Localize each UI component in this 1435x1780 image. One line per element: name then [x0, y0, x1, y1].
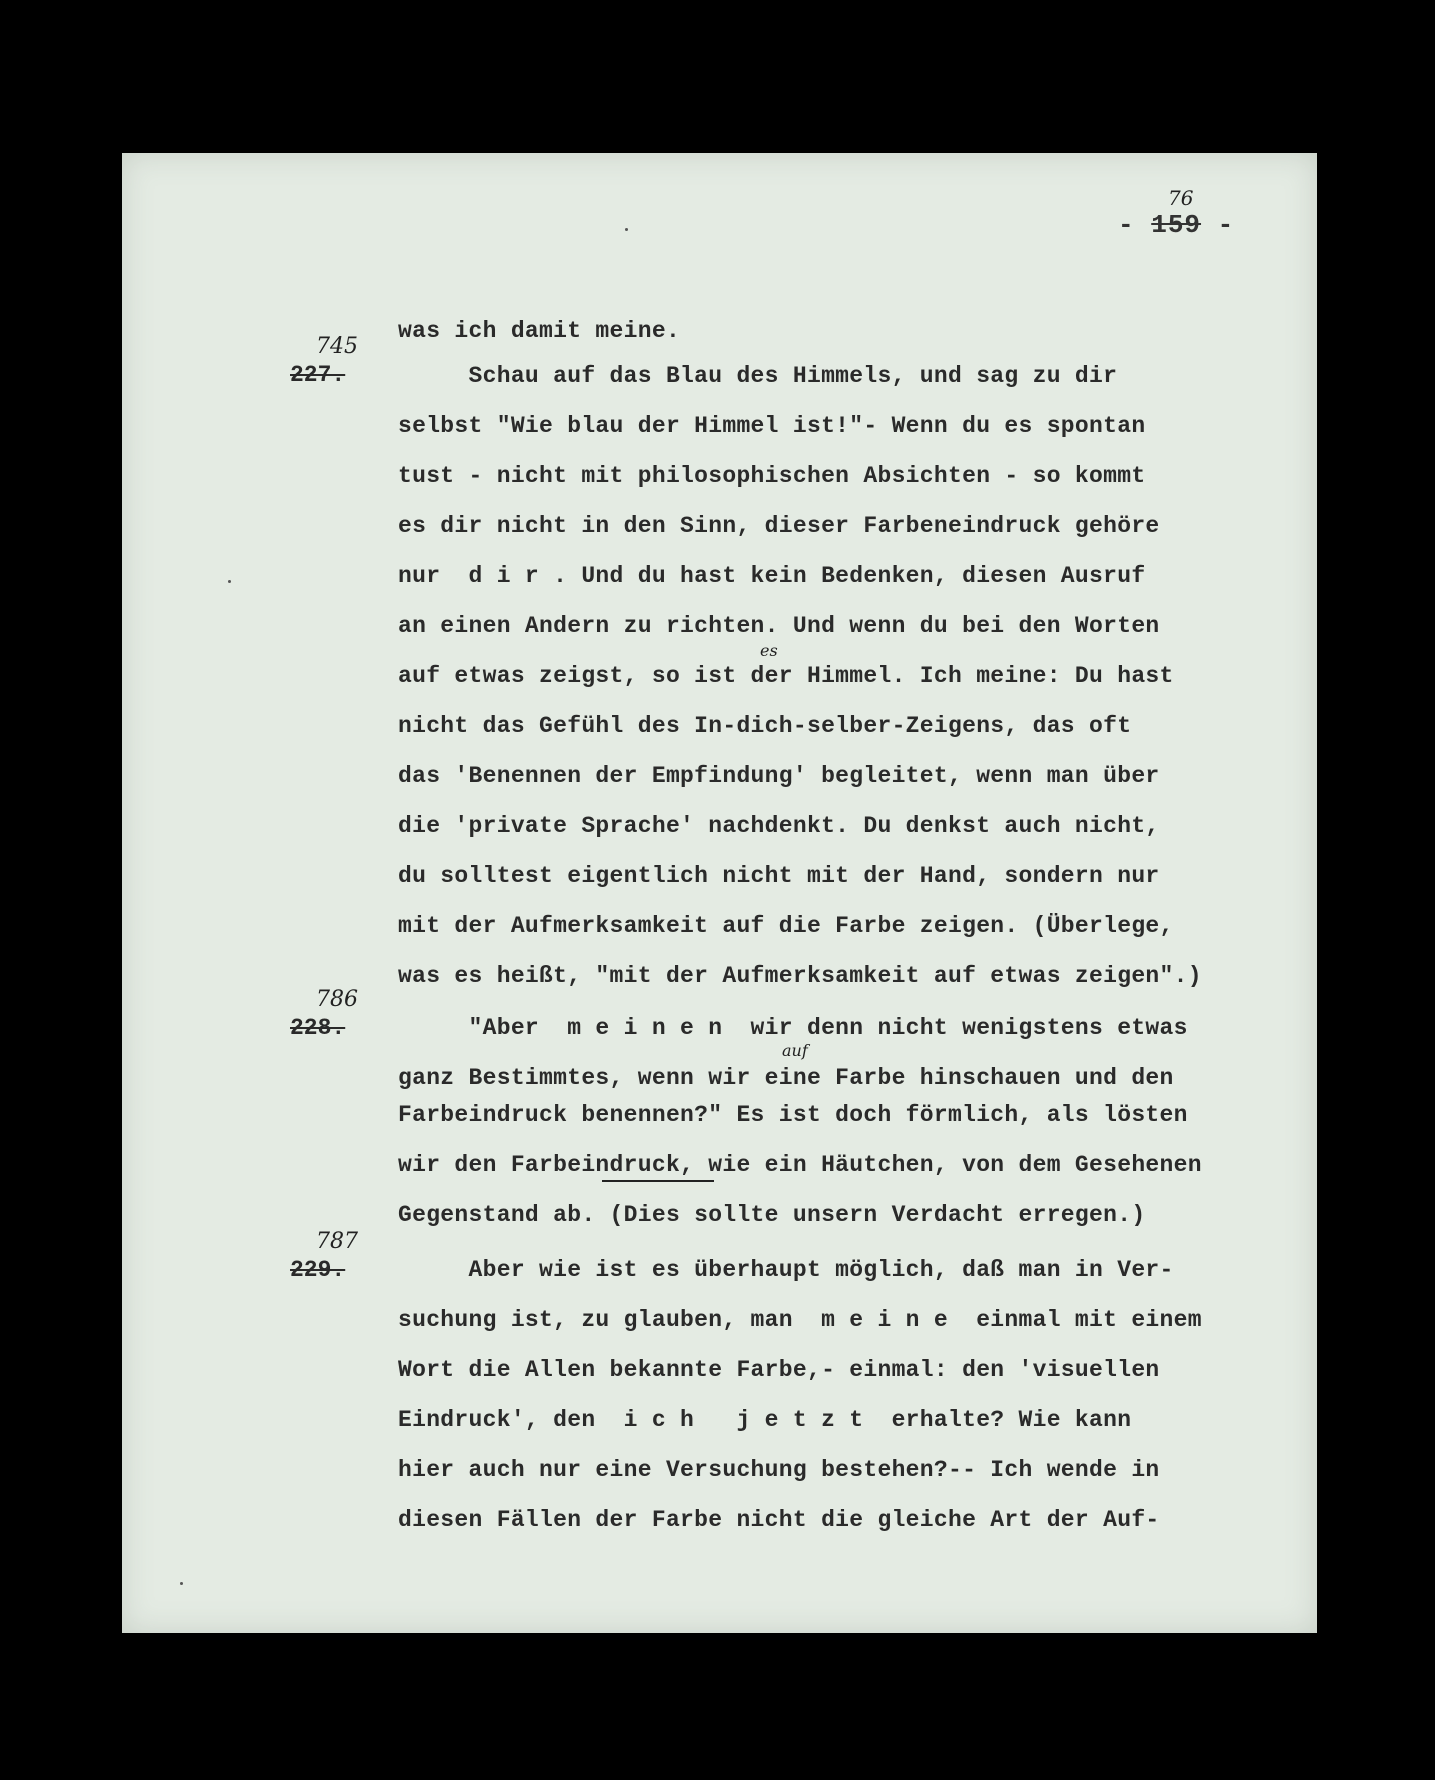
text-line: diesen Fällen der Farbe nicht die gleiche Art der Auf- [398, 1507, 1160, 1533]
old-page-number: 159 [1151, 210, 1202, 240]
text-line: suchung ist, zu glauben, man m e i n e einmal mit einem [398, 1307, 1202, 1333]
text-line: mit der Aufmerksamkeit auf die Farbe zeigen. (Überlege, [398, 913, 1174, 939]
text-line: Aber wie ist es überhaupt möglich, daß man in Ver- [398, 1257, 1174, 1283]
handwritten-insertion-es: es [760, 641, 778, 660]
text-line: du solltest eigentlich nicht mit der Hand, sondern nur [398, 863, 1160, 889]
paper-speck [625, 228, 628, 231]
text-line: Farbeindruck benennen?" Es ist doch förmlich, als lösten [398, 1102, 1188, 1128]
text-line: Gegenstand ab. (Dies sollte unsern Verdacht erregen.) [398, 1202, 1146, 1228]
paragraph-number-228: 228. [290, 1015, 346, 1041]
text-line: Schau auf das Blau des Himmels, und sag zu dir [398, 363, 1118, 389]
text-line: wir den Farbeindruck, wie ein Häutchen, von dem Gesehenen [398, 1152, 1202, 1178]
text-line: nicht das Gefühl des In-dich-selber-Zeigens, das oft [398, 713, 1132, 739]
text-line: "Aber m e i n e n wir denn nicht wenigstens etwas [398, 1015, 1188, 1041]
paper-speck [228, 580, 231, 583]
text-line: was ich damit meine. [398, 318, 681, 344]
text-line: das 'Benennen der Empfindung' begleitet, wenn man über [398, 763, 1160, 789]
text-line: Eindruck', den i c h j e t z t erhalte? Wie kann [398, 1407, 1132, 1433]
paragraph-number-229: 229. [290, 1257, 346, 1283]
text-line: ganz Bestimmtes, wenn wir eine Farbe hinschauen und den [398, 1065, 1174, 1091]
text-line: die 'private Sprache' nachdenkt. Du denkst auch nicht, [398, 813, 1160, 839]
paragraph-number-227: 227. [290, 362, 346, 388]
text-line: selbst "Wie blau der Himmel ist!"- Wenn du es spontan [398, 413, 1146, 439]
handwritten-page-number: 76 [1168, 186, 1194, 210]
text-line: es dir nicht in den Sinn, dieser Farbeneindruck gehöre [398, 513, 1160, 539]
text-line: tust - nicht mit philosophischen Absichten - so kommt [398, 463, 1146, 489]
page-number: - 159 - [1118, 210, 1235, 240]
text-line: hier auch nur eine Versuchung bestehen?-- Ich wende in [398, 1457, 1160, 1483]
text-line: an einen Andern zu richten. Und wenn du bei den Worten [398, 613, 1160, 639]
handwritten-paragraph-number-745: 745 [316, 334, 358, 359]
handwritten-paragraph-number-787: 787 [316, 1229, 358, 1254]
handwritten-paragraph-number-786: 786 [316, 987, 358, 1012]
text-line: was es heißt, "mit der Aufmerksamkeit auf etwas zeigen".) [398, 963, 1202, 989]
handwritten-insertion-auf: auf [782, 1041, 808, 1060]
text-line: Wort die Allen bekannte Farbe,- einmal: den 'visuellen [398, 1357, 1160, 1383]
text-line: auf etwas zeigst, so ist der Himmel. Ich meine: Du hast [398, 663, 1174, 689]
text-line: nur d i r . Und du hast kein Bedenken, diesen Ausruf [398, 563, 1146, 589]
paper-speck [180, 1582, 183, 1585]
handwritten-underline [602, 1180, 714, 1182]
